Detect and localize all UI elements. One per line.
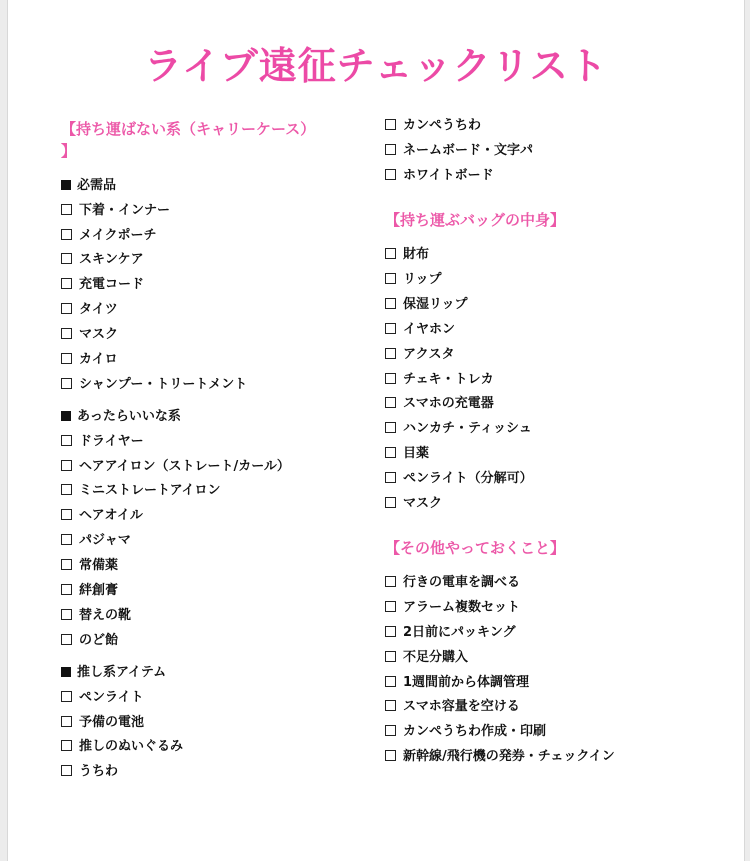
checklist-item[interactable]: 目薬	[385, 445, 429, 463]
page-title: ライブ遠征チェックリスト	[144, 44, 608, 88]
checklist-item[interactable]: シャンプー・トリートメント	[61, 376, 247, 394]
checklist-item[interactable]: 替えの靴	[61, 607, 131, 625]
checklist-item[interactable]: うちわ	[61, 763, 118, 781]
checkbox[interactable]	[61, 534, 72, 545]
checkbox[interactable]	[385, 447, 396, 458]
checklist-item[interactable]: ドライヤー	[61, 433, 144, 451]
checkbox[interactable]	[385, 348, 396, 359]
group-heading-oshi-items: 推し系アイテム	[61, 664, 166, 682]
checklist-item[interactable]: 1週間前から体調管理	[385, 674, 529, 692]
section-heading-line1: 【持ち運ばない系（キャリーケース）	[61, 120, 316, 138]
checkbox[interactable]	[61, 584, 72, 595]
checkbox[interactable]	[61, 484, 72, 495]
checklist-item[interactable]: タイツ	[61, 301, 118, 319]
checkbox[interactable]	[61, 204, 72, 215]
checkbox[interactable]	[385, 323, 396, 334]
checkbox[interactable]	[61, 303, 72, 314]
checkbox[interactable]	[61, 509, 72, 520]
checklist-item[interactable]: カンペうちわ	[385, 117, 481, 135]
checkbox[interactable]	[61, 378, 72, 389]
checkbox[interactable]	[385, 651, 396, 662]
checklist-item[interactable]: 予備の電池	[61, 714, 144, 732]
checkbox[interactable]	[61, 691, 72, 702]
checklist-item[interactable]: 充電コード	[61, 276, 144, 294]
checkbox[interactable]	[385, 676, 396, 687]
checklist-item[interactable]: のど飴	[61, 632, 118, 650]
checklist-item[interactable]: スマホ容量を空ける	[385, 698, 520, 716]
checkbox[interactable]	[61, 634, 72, 645]
checkbox[interactable]	[385, 750, 396, 761]
checklist-item[interactable]: 財布	[385, 246, 429, 264]
checkbox[interactable]	[385, 601, 396, 612]
checkbox[interactable]	[61, 716, 72, 727]
checklist-item[interactable]: ネームボード・文字パ	[385, 142, 533, 160]
checkbox[interactable]	[385, 248, 396, 259]
group-heading-essentials: 必需品	[61, 177, 116, 195]
checklist-item[interactable]: パジャマ	[61, 532, 131, 550]
checkbox[interactable]	[385, 725, 396, 736]
checklist-item[interactable]: 保湿リップ	[385, 296, 467, 314]
checkbox[interactable]	[385, 472, 396, 483]
section-heading-carry-case	[61, 118, 315, 162]
checklist-item[interactable]: ヘアアイロン（ストレート/カール）	[61, 458, 290, 476]
section-heading-line2: 】	[61, 142, 77, 160]
checklist-item[interactable]: マスク	[385, 495, 442, 513]
checkbox[interactable]	[385, 422, 396, 433]
checklist-item[interactable]: ハンカチ・ティッシュ	[385, 420, 532, 438]
checkbox[interactable]	[385, 497, 396, 508]
checklist-item[interactable]: 行きの電車を調べる	[385, 574, 520, 592]
checklist-item[interactable]: 推しのぬいぐるみ	[61, 738, 183, 756]
checkbox[interactable]	[61, 559, 72, 570]
checklist-item[interactable]: 常備薬	[61, 557, 118, 575]
checkbox[interactable]	[61, 460, 72, 471]
checkbox[interactable]	[61, 353, 72, 364]
checkbox[interactable]	[61, 253, 72, 264]
checkbox[interactable]	[385, 169, 396, 180]
checkbox[interactable]	[385, 119, 396, 130]
checklist-item[interactable]: カイロ	[61, 351, 118, 369]
checkbox[interactable]	[61, 435, 72, 446]
checkbox[interactable]	[385, 576, 396, 587]
checklist-item[interactable]: ミニストレートアイロン	[61, 482, 220, 500]
checklist-item[interactable]: 2日前にパッキング	[385, 624, 516, 642]
checklist-item[interactable]: 新幹線/飛行機の発券・チェックイン	[385, 748, 615, 766]
section-heading-bag: 【持ち運ぶバッグの中身】	[385, 211, 566, 229]
checklist-item[interactable]: アラーム複数セット	[385, 599, 520, 617]
checklist-item[interactable]: ペンライト	[61, 689, 144, 707]
checkbox[interactable]	[385, 298, 396, 309]
checkbox[interactable]	[61, 740, 72, 751]
document-page	[7, 0, 745, 861]
checkbox[interactable]	[385, 144, 396, 155]
checklist-item[interactable]: ヘアオイル	[61, 507, 143, 525]
checkbox[interactable]	[61, 609, 72, 620]
checkbox[interactable]	[61, 328, 72, 339]
checklist-item[interactable]: スマホの充電器	[385, 395, 494, 413]
checklist-item[interactable]: チェキ・トレカ	[385, 371, 494, 389]
checklist-item[interactable]: 下着・インナー	[61, 202, 170, 220]
checklist-item[interactable]: ペンライト（分解可）	[385, 470, 533, 488]
checklist-item[interactable]: 不足分購入	[385, 649, 468, 667]
checkbox[interactable]	[385, 626, 396, 637]
checklist-item[interactable]: マスク	[61, 326, 118, 344]
checklist-item[interactable]: 絆創膏	[61, 582, 118, 600]
checkbox[interactable]	[385, 273, 396, 284]
checklist-item[interactable]: スキンケア	[61, 251, 144, 269]
checkbox[interactable]	[385, 700, 396, 711]
checkbox[interactable]	[385, 397, 396, 408]
filled-square-icon	[61, 180, 71, 190]
filled-square-icon	[61, 667, 71, 677]
checklist-item[interactable]: ホワイトボード	[385, 167, 494, 185]
filled-square-icon	[61, 411, 71, 421]
checklist-item[interactable]: カンペうちわ作成・印刷	[385, 723, 546, 741]
section-heading-other: 【その他やっておくこと】	[385, 539, 566, 557]
checkbox[interactable]	[61, 229, 72, 240]
group-heading-nice-to-have: あったらいいな系	[61, 408, 181, 426]
checklist-item[interactable]: イヤホン	[385, 321, 455, 339]
checklist-item[interactable]: メイクポーチ	[61, 227, 156, 245]
checkbox[interactable]	[385, 373, 396, 384]
checkbox[interactable]	[61, 278, 72, 289]
checklist-item[interactable]: アクスタ	[385, 346, 454, 364]
checkbox[interactable]	[61, 765, 72, 776]
checklist-item[interactable]: リップ	[385, 271, 441, 289]
